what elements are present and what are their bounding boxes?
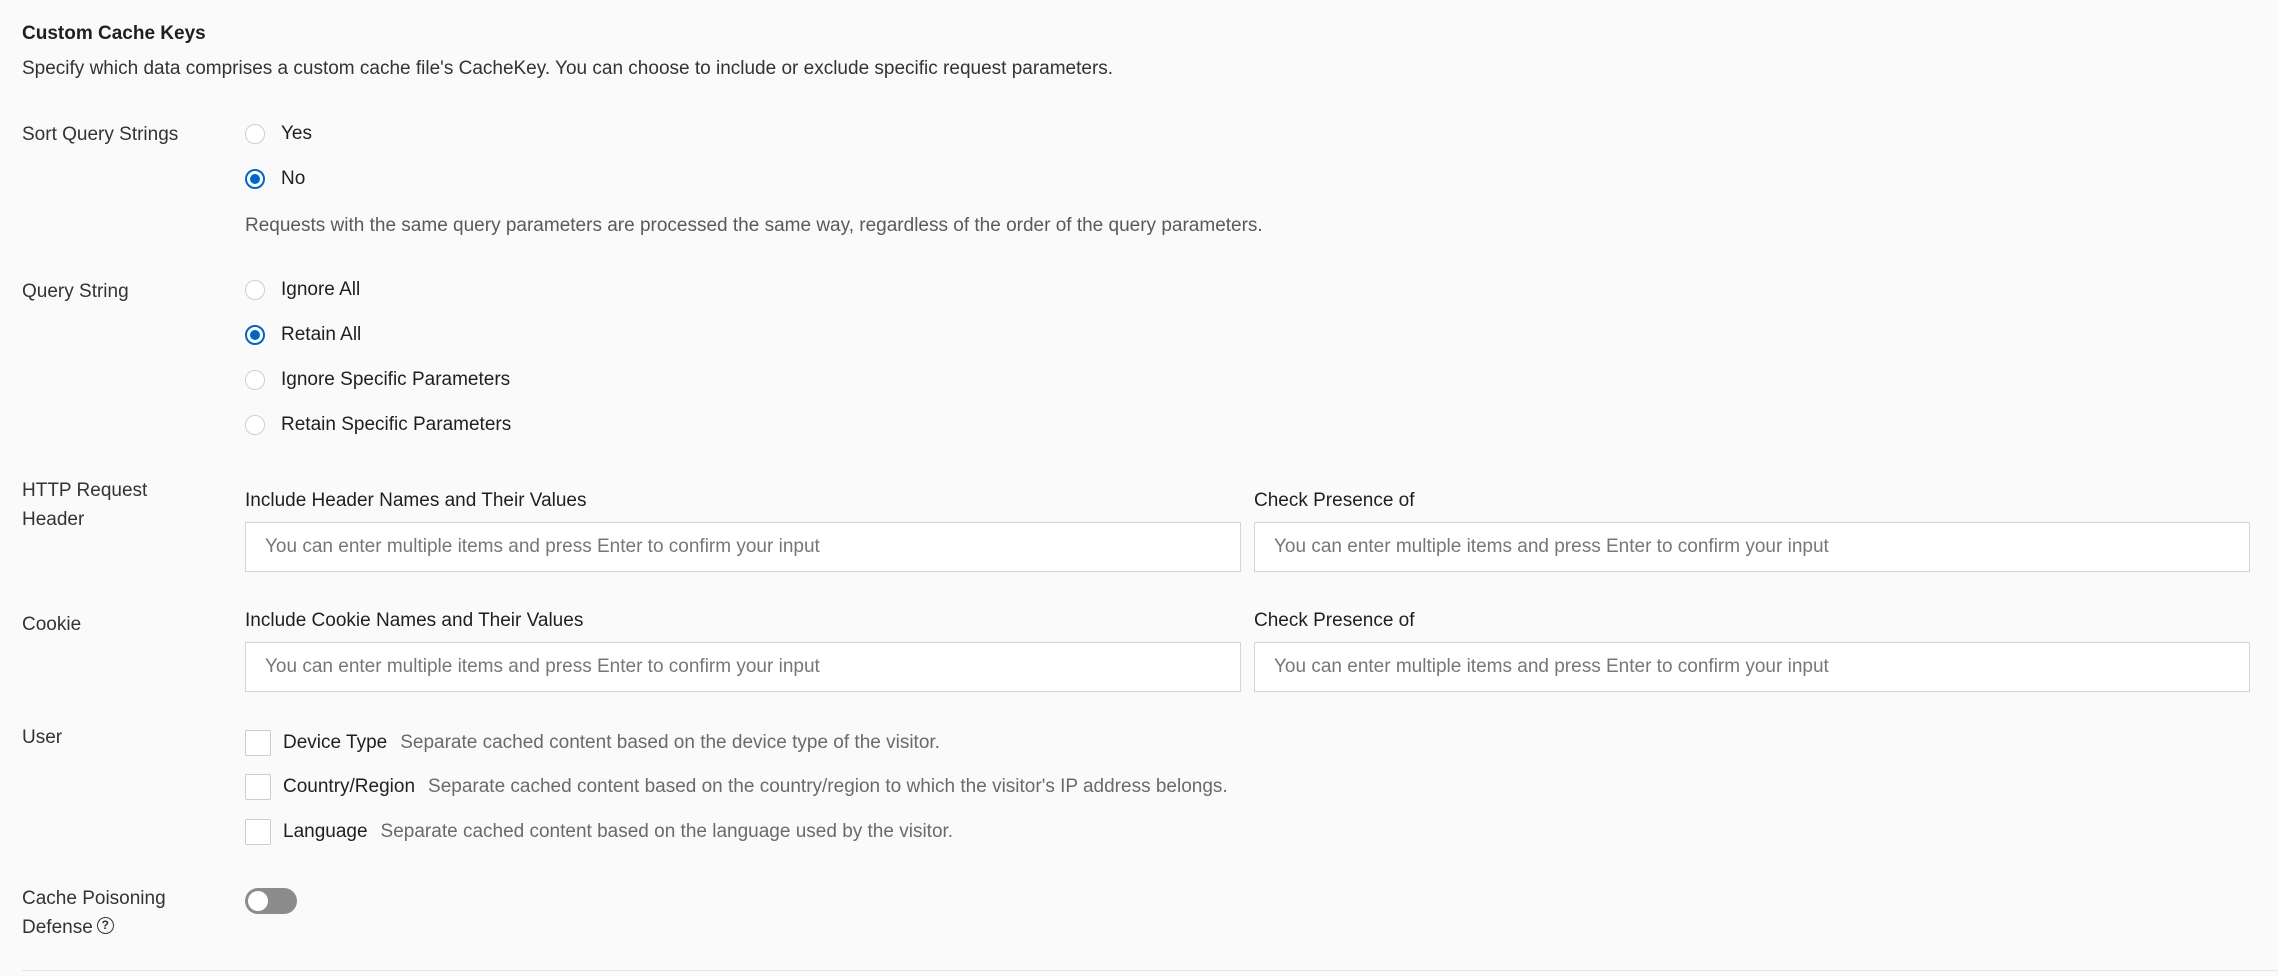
radio-sort-no[interactable]: [245, 165, 305, 193]
include-header-input[interactable]: [245, 522, 1241, 572]
radio-query-ignore-all[interactable]: [245, 276, 360, 304]
cache-poisoning-defense-toggle[interactable]: [245, 888, 297, 914]
question-circle-icon[interactable]: ?: [97, 917, 114, 934]
header-presence-input[interactable]: [1254, 522, 2250, 572]
checkbox[interactable]: [245, 730, 271, 756]
radio-label: Ignore All: [281, 279, 361, 300]
checkbox-description: Separate cached content based on the device type of the visitor.: [400, 732, 940, 753]
radio-sort-yes[interactable]: [245, 120, 312, 148]
sort-query-strings-label: Sort Query Strings: [22, 124, 179, 145]
query-string-label: Query String: [22, 281, 129, 302]
label-line: [22, 913, 222, 942]
cookie-presence-input[interactable]: [1254, 642, 2250, 692]
checkbox-description: Separate cached content based on the language used by the visitor.: [380, 821, 954, 842]
checkbox-label: Language: [283, 821, 368, 842]
include-cookie-label: Include Cookie Names and Their Values: [245, 610, 584, 631]
label-text: Defense: [22, 917, 93, 938]
radio-label: Ignore Specific Parameters: [281, 369, 511, 390]
radio-label: Retain Specific Parameters: [281, 414, 512, 435]
section-title: Custom Cache Keys: [22, 23, 206, 44]
checkbox-language[interactable]: [245, 817, 953, 847]
radio-query-retain-specific[interactable]: [245, 411, 511, 439]
radio-button[interactable]: [245, 415, 265, 435]
checkbox[interactable]: [245, 774, 271, 800]
radio-button[interactable]: [245, 370, 265, 390]
cookie-presence-label: Check Presence of: [1254, 610, 1415, 631]
checkbox-label: Device Type: [283, 732, 388, 753]
label-line: Cache Poisoning: [22, 888, 166, 909]
label-line: Header: [22, 509, 85, 530]
checkbox[interactable]: [245, 819, 271, 845]
radio-button[interactable]: [245, 325, 265, 345]
radio-label: Retain All: [281, 324, 362, 345]
radio-button[interactable]: [245, 124, 265, 144]
radio-query-retain-all[interactable]: [245, 321, 361, 349]
section-description: Specify which data comprises a custom cache file's CacheKey. You can choose to include or exclude specific request parameters.: [22, 58, 1114, 79]
toggle-knob: [248, 891, 268, 911]
radio-label: Yes: [281, 123, 312, 144]
cache-poisoning-defense-label: [22, 884, 222, 942]
label-line: HTTP Request: [22, 480, 148, 501]
checkbox-device-type[interactable]: [245, 728, 940, 758]
include-cookie-input[interactable]: [245, 642, 1241, 692]
checkbox-description: Separate cached content based on the country/region to which the visitor's IP address belongs.: [428, 776, 1228, 797]
radio-label: No: [281, 168, 306, 189]
header-presence-label: Check Presence of: [1254, 490, 1415, 511]
radio-button[interactable]: [245, 280, 265, 300]
checkbox-label: Country/Region: [283, 776, 416, 797]
radio-query-ignore-specific[interactable]: [245, 366, 510, 394]
include-header-label: Include Header Names and Their Values: [245, 490, 587, 511]
sort-query-strings-hint: Requests with the same query parameters are processed the same way, regardless of the order of the query parameters.: [245, 215, 1263, 236]
checkbox-country-region[interactable]: [245, 772, 1228, 802]
http-request-header-label: [22, 476, 222, 534]
cookie-label: Cookie: [22, 614, 82, 635]
radio-button[interactable]: [245, 169, 265, 189]
user-label: User: [22, 727, 63, 748]
divider: [22, 970, 2278, 971]
